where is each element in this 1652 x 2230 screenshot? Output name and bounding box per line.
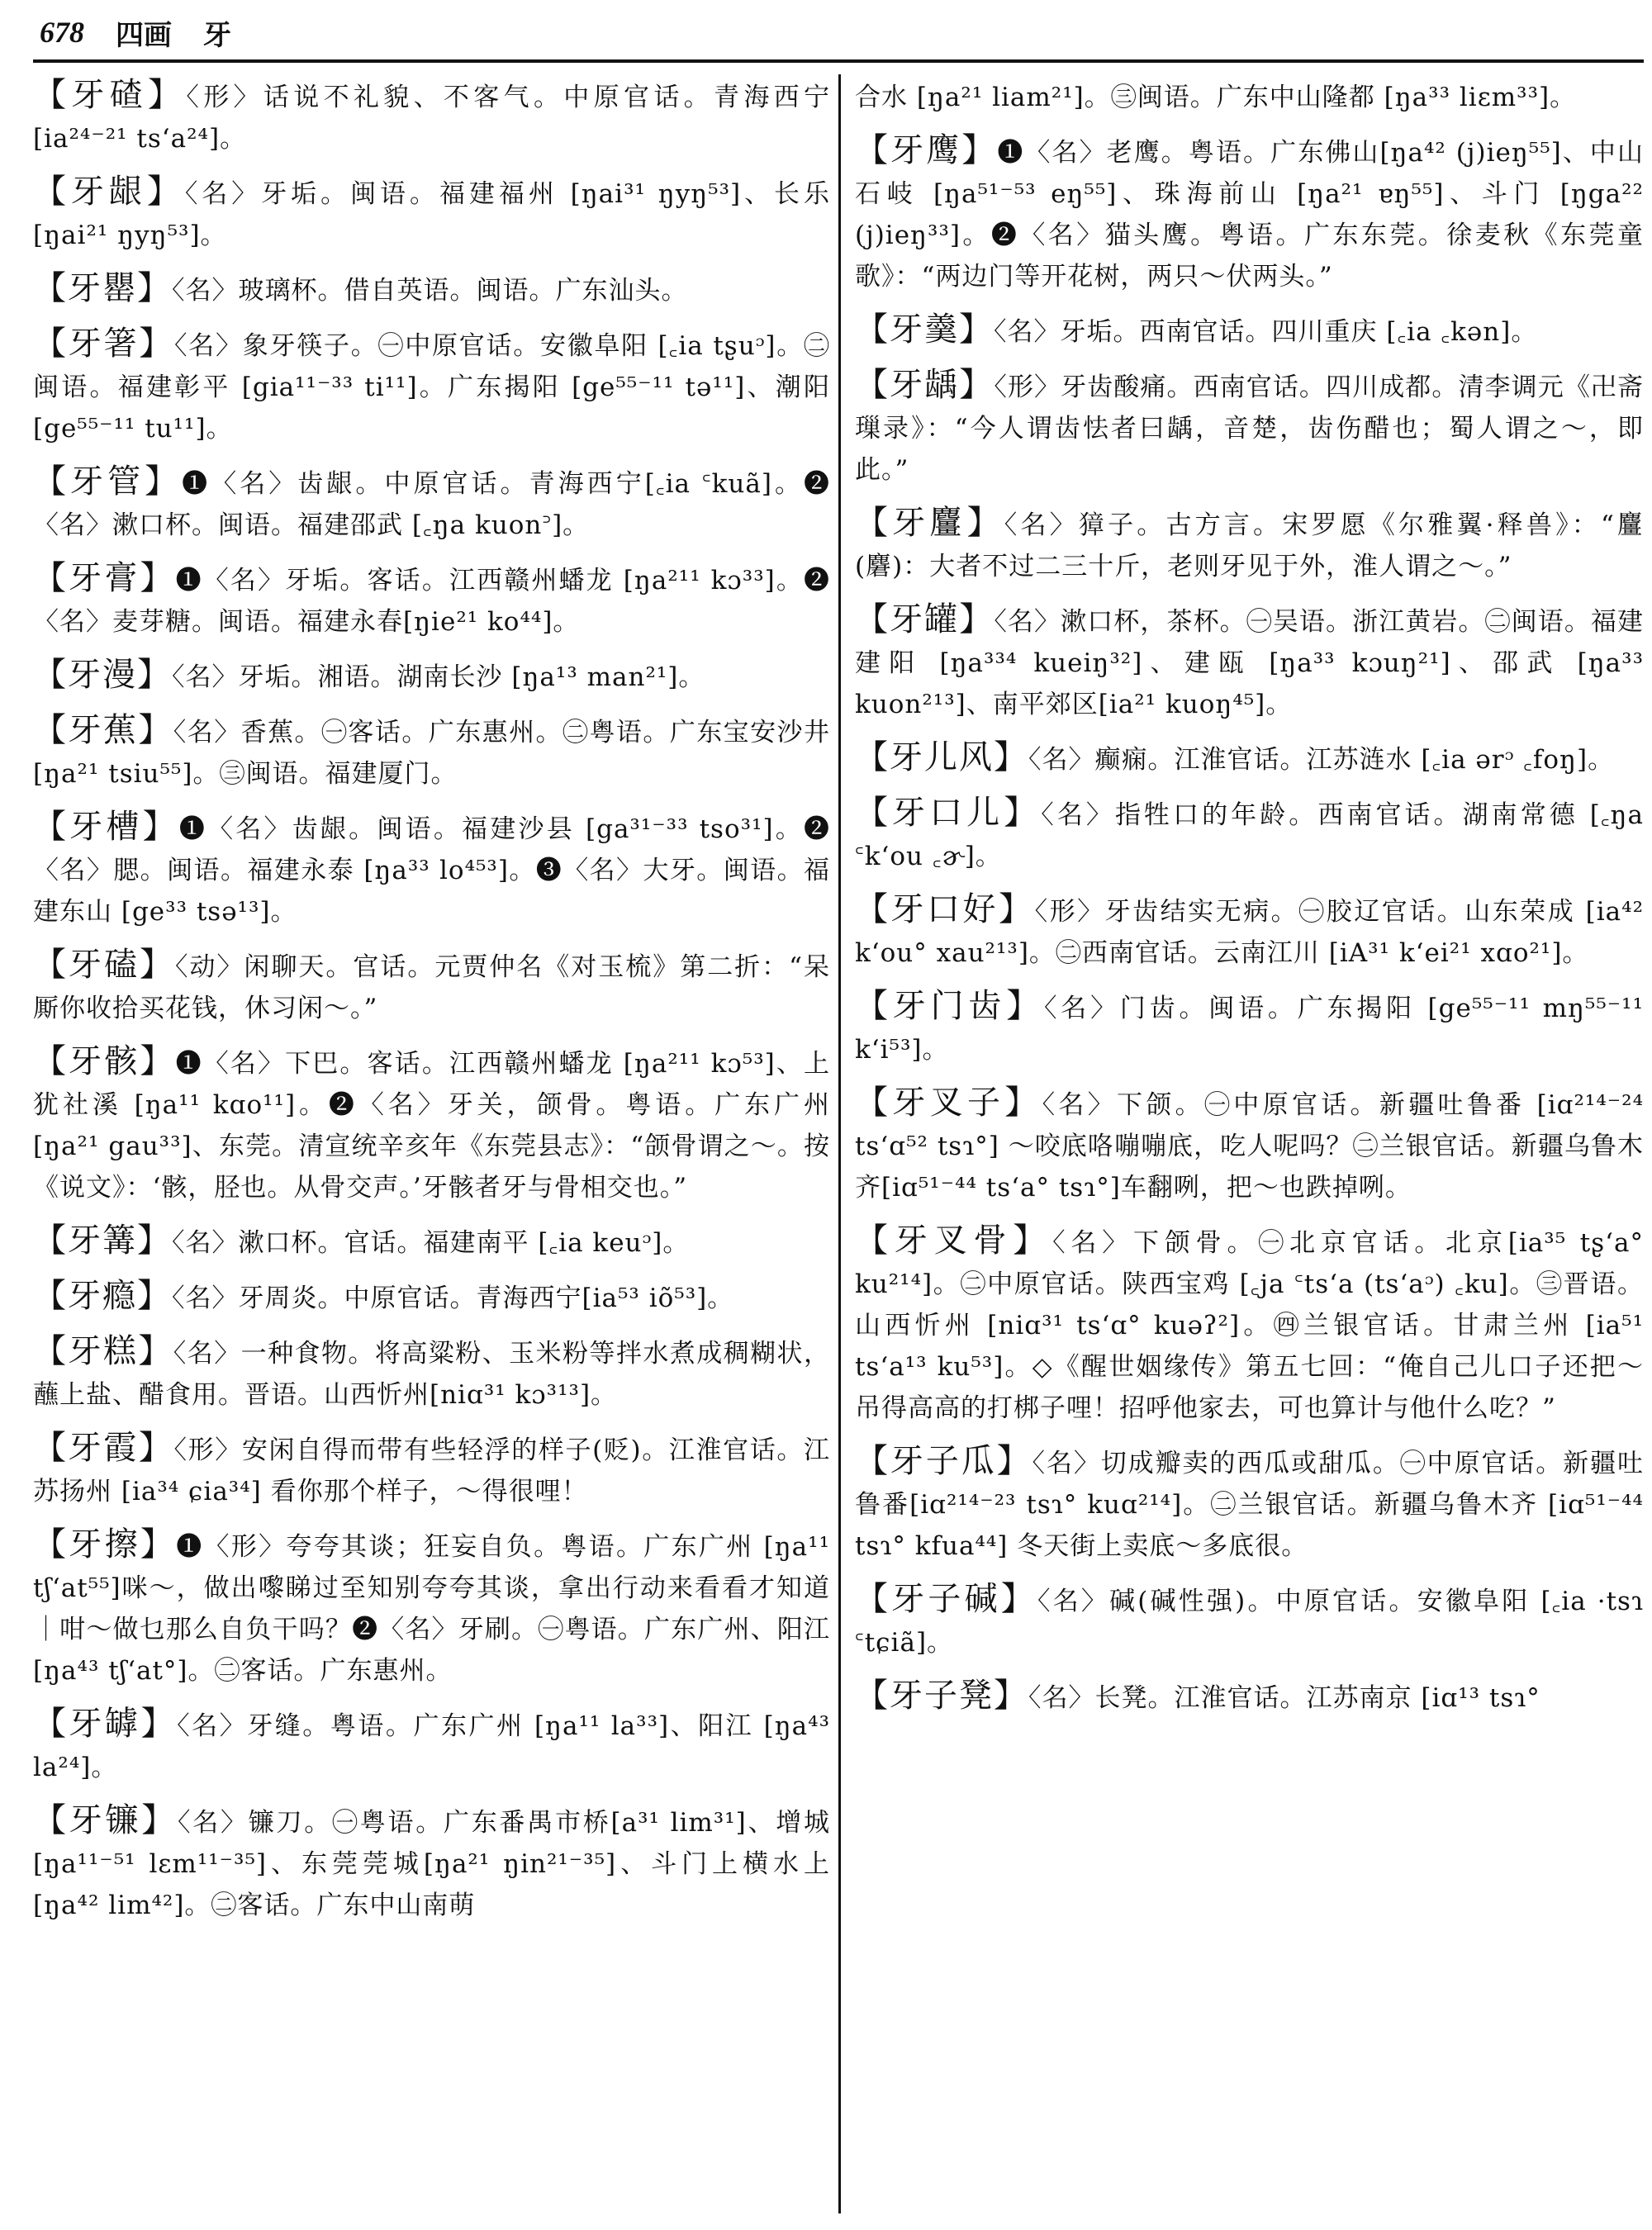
dictionary-entry — [855, 1675, 1644, 1719]
entry-headword: 【牙叉子】 — [855, 1084, 1042, 1122]
entry-headword: 【牙槽】 — [33, 808, 179, 846]
entry-headword: 【牙龋】 — [855, 366, 995, 404]
entry-headword: 【牙瘾】 — [33, 1277, 172, 1315]
entry-headword: 【牙子碱】 — [855, 1580, 1037, 1618]
header-char: 牙 — [203, 18, 231, 52]
entry-definition: ❶〈形〉夸夸其谈；狂妄自负。粤语。广东广州 [ŋa¹¹ tʃʻat⁵⁵]咪～，做出嚟睇过至知别夸夸其谈，拿出行动来看看才知道｜咁～做乜那么自负干吗？❷〈名〉牙刷。㊀粤语。广东广州、阳江[ŋa⁴³ tʃʻat°]。㊁客话。广东惠州。 — [33, 1532, 830, 1686]
entry-definition: 〈名〉长凳。江淮官话。江苏南京 [iɑ¹³ tsɿ° — [1028, 1683, 1540, 1713]
entry-headword: 【牙鹰】 — [855, 131, 998, 169]
left-column — [33, 74, 830, 2213]
dictionary-entry — [33, 1427, 830, 1512]
entry-definition: 合水 [ŋa²¹ liam²¹]。㊂闽语。广东中山隆都 [ŋa³³ liɛm³³]。 — [855, 83, 1577, 112]
dictionary-entry — [33, 268, 830, 311]
section-label: 四画 — [116, 18, 172, 52]
dictionary-entry — [33, 323, 830, 449]
dictionary-entry — [33, 1220, 830, 1264]
entry-headword: 【牙叉骨】 — [855, 1222, 1053, 1260]
dictionary-entry — [855, 985, 1644, 1070]
entry-headword: 【牙箸】 — [33, 325, 174, 363]
entry-definition: ❶〈名〉下巴。客话。江西赣州蟠龙 [ŋa²¹¹ kɔ⁵³]、上犹社溪 [ŋa¹¹ kɑo¹¹]。❷〈名〉牙关，颌骨。粤语。广东广州 [ŋa²¹ gau³³]、东莞。清宣统辛亥年《东莞县志》：“颌骨谓之～。按《说文》：‘骸，胫也。从骨交声。’牙骸者牙与骨相交也。” — [33, 1049, 830, 1203]
entry-definition: ❶〈名〉老鹰。粤语。广东佛山[ŋa⁴² (j)ieŋ⁵⁵]、中山石岐 [ŋa⁵¹⁻⁵³ eŋ⁵⁵]、珠海前山 [ŋa²¹ ɐŋ⁵⁵]、斗门 [ŋga²² (j)ieŋ³³]。❷〈名〉猫头鹰。粤语。广东东莞。徐麦秋《东莞童歌》：“两边门等开花树，两只～伏两头。” — [855, 138, 1644, 292]
entry-headword: 【牙磕】 — [33, 946, 175, 984]
entry-headword: 【牙门齿】 — [855, 987, 1044, 1025]
dictionary-entry — [33, 74, 830, 159]
entry-headword: 【牙膏】 — [33, 559, 176, 597]
entry-headword: 【牙口好】 — [855, 890, 1035, 928]
dictionary-entry — [33, 944, 830, 1029]
entry-headword: 【牙龈】 — [33, 173, 185, 211]
entry-definition: 〈形〉话说不礼貌、不客气。中原官话。青海西宁 [ia²⁴⁻²¹ tsʻa²⁴]。 — [33, 83, 830, 154]
entry-definition: 〈名〉癫痫。江淮官话。江苏涟水 [꜀ia ərᵓ ꜀foŋ]。 — [1028, 745, 1615, 775]
entry-headword: 【牙蕉】 — [33, 711, 173, 749]
entry-definition: 〈形〉安闲自得而带有些轻浮的样子(贬)。江淮官话。江苏扬州 [ia³⁴ ɕia³⁴] 看你那个样子，～得很哩！ — [33, 1435, 830, 1506]
dictionary-entry — [33, 1041, 830, 1208]
dictionary-entry — [855, 737, 1644, 780]
dictionary-entry — [33, 558, 830, 643]
entry-headword: 【牙漫】 — [33, 656, 172, 694]
page-header — [40, 12, 231, 53]
entry-definition: 〈名〉碱(碱性强)。中原官话。安徽阜阳 [꜀ia ·tsɿ ꜂tɕiã]。 — [855, 1587, 1644, 1658]
entry-headword: 【牙骸】 — [33, 1042, 176, 1080]
entry-headword: 【牙篝】 — [33, 1222, 172, 1260]
entry-headword: 【牙口儿】 — [855, 794, 1042, 832]
entry-headword: 【牙罌】 — [33, 269, 172, 307]
entry-headword: 【牙管】 — [33, 463, 183, 501]
entry-headword: 【牙镰】 — [33, 1801, 178, 1839]
entry-definition: 〈名〉牙垢。闽语。福建福州 [ŋai³¹ ŋyŋ⁵³]、长乐 [ŋai²¹ ŋyŋ⁵³]。 — [33, 179, 830, 250]
entry-headword: 【牙糕】 — [33, 1332, 173, 1370]
right-column — [855, 74, 1644, 2213]
entry-definition: 〈名〉指牲口的年龄。西南官话。湖南常德 [꜀ŋa ꜂kʻou ꜀ɚ]。 — [855, 800, 1644, 871]
entry-definition: ❶〈名〉齿龈。闽语。福建沙县 [ga³¹⁻³³ tso³¹]。❷〈名〉腮。闽语。福建永泰 [ŋa³³ lo⁴⁵³]。❸〈名〉大牙。闽语。福建东山 [ge³³ tsə¹³]。 — [33, 814, 830, 927]
entry-definition: 〈形〉牙齿酸痛。西南官话。四川成都。清李调元《卍斋璅录》：“今人谓齿怯者曰龋，音楚，齿伤醋也；蜀人谓之～，即此。” — [855, 372, 1644, 485]
entry-definition: 〈名〉牙垢。西南官话。四川重庆 [꜀ia ꜀kən]。 — [994, 317, 1538, 347]
entry-headword: 【牙罅】 — [33, 1705, 178, 1743]
dictionary-entry — [33, 806, 830, 932]
dictionary-entry — [33, 654, 830, 698]
entry-headword: 【牙麠】 — [855, 504, 1004, 542]
entry-headword: 【牙子瓜】 — [855, 1442, 1032, 1480]
column-divider — [838, 74, 841, 2213]
dictionary-entry — [33, 171, 830, 256]
dictionary-entry — [855, 74, 1644, 118]
entry-headword: 【牙子凳】 — [855, 1677, 1028, 1715]
entry-headword: 【牙碴】 — [33, 76, 187, 114]
entry-definition: 〈名〉玻璃杯。借自英语。闽语。广东汕头。 — [172, 276, 688, 306]
entry-definition: ❶〈名〉齿龈。中原官话。青海西宁[꜀ia ꜂kuã]。❷〈名〉漱口杯。闽语。福建邵武 [꜀ŋa kuon꜄]。 — [33, 469, 830, 540]
dictionary-entry — [855, 599, 1644, 725]
entry-definition: 〈名〉门齿。闽语。广东揭阳 [ge⁵⁵⁻¹¹ mŋ⁵⁵⁻¹¹ kʻi⁵³]。 — [855, 994, 1644, 1065]
dictionary-entry — [33, 1703, 830, 1788]
entry-headword: 【牙儿风】 — [855, 738, 1028, 776]
header-rule — [33, 59, 1644, 63]
entry-definition: 〈名〉獐子。古方言。宋罗愿《尔雅翼·释兽》：“麠(麏)：大者不过二三十斤，老则牙见于外，淮人谓之～。” — [855, 510, 1644, 581]
entry-headword: 【牙霞】 — [33, 1429, 174, 1467]
entry-definition: 〈名〉漱口杯。官话。福建南平 [꜀ia keuᵓ]。 — [172, 1228, 690, 1258]
dictionary-entry — [855, 1082, 1644, 1208]
entry-definition: 〈名〉镰刀。㊀粤语。广东番禺市桥[a³¹ lim³¹]、增城 [ŋa¹¹⁻⁵¹ lɛm¹¹⁻³⁵]、东莞莞城[ŋa²¹ ŋin²¹⁻³⁵]、斗门上横水上 [ŋa⁴² lim⁴²]。㊁客话。广东中山南萌 — [33, 1808, 830, 1920]
entry-definition: 〈名〉漱口杯，茶杯。㊀吴语。浙江黄岩。㊁闽语。福建建阳 [ŋa³³⁴ kueiŋ³²]、建瓯 [ŋa³³ kɔuŋ²¹]、邵武 [ŋa³³ kuon²¹³]、南平郊区[ia²¹ kuoŋ⁴⁵]。 — [855, 607, 1644, 719]
entry-definition: 〈名〉一种食物。将高粱粉、玉米粉等拌水煮成稠糊状，蘸上盐、醋食用。晋语。山西忻州[niɑ³¹ kɔ³¹³]。 — [33, 1339, 830, 1410]
entry-definition: 〈名〉下颌骨。㊀北京官话。北京[ia³⁵ tʂʻa° ku²¹⁴]。㊁中原官话。陕西宝鸡 [꜀ja ꜂tsʻa (tsʻaᵓ) ꜀ku]。㊂晋语。山西忻州 [niɑ³¹ tsʻɑ° kuəʔ²]。㊃兰银官话。甘肃兰州 [ia⁵¹ tsʻa¹³ ku⁵³]。◇《醒世姻缘传》第五七回：“俺自己儿口子还把～吊得高高的打梆子哩！招呼他家去，可也算计与他什么吃？” — [855, 1228, 1644, 1423]
entry-definition: 〈名〉切成瓣卖的西瓜或甜瓜。㊀中原官话。新疆吐鲁番[iɑ²¹⁴⁻²³ tsɿ° kuɑ²¹⁴]。㊁兰银官话。新疆乌鲁木齐 [iɑ⁵¹⁻⁴⁴ tsɿ° kfua⁴⁴] 冬天街上卖底～多底很。 — [855, 1449, 1644, 1561]
dictionary-entry — [855, 1578, 1644, 1663]
dictionary-entry — [855, 364, 1644, 491]
dictionary-entry — [855, 792, 1644, 877]
entry-definition: 〈名〉牙垢。湘语。湖南长沙 [ŋa¹³ man²¹]。 — [172, 662, 705, 692]
dictionary-entry — [33, 1524, 830, 1691]
dictionary-entry — [33, 1331, 830, 1416]
entry-headword: 【牙羹】 — [855, 311, 994, 349]
entry-definition: 〈名〉牙缝。粤语。广东广州 [ŋa¹¹ la³³]、阳江 [ŋa⁴³ la²⁴]。 — [33, 1711, 830, 1782]
entry-definition: ❶〈名〉牙垢。客话。江西赣州蟠龙 [ŋa²¹¹ kɔ³³]。❷〈名〉麦芽糖。闽语。福建永春[ŋie²¹ ko⁴⁴]。 — [33, 566, 830, 637]
entry-definition: 〈名〉象牙筷子。㊀中原官话。安徽阜阳 [꜀ia tʂuᵓ]。㊁闽语。福建彰平 [gia¹¹⁻³³ ti¹¹]。广东揭阳 [ge⁵⁵⁻¹¹ tə¹¹]、潮阳 [ge⁵⁵⁻¹¹ tu¹¹]。 — [33, 331, 830, 444]
dictionary-entry — [855, 309, 1644, 353]
dictionary-entry — [33, 1275, 830, 1319]
dictionary-entry — [33, 1800, 830, 1926]
dictionary-entry — [33, 461, 830, 546]
entry-definition: 〈名〉香蕉。㊀客话。广东惠州。㊁粤语。广东宝安沙井 [ŋa²¹ tsiu⁵⁵]。㊂闽语。福建厦门。 — [33, 718, 830, 789]
dictionary-entry — [855, 502, 1644, 587]
entry-definition: 〈名〉牙周炎。中原官话。青海西宁[ia⁵³ iõ⁵³]。 — [172, 1283, 734, 1313]
entry-definition: 〈形〉牙齿结实无病。㊀胶辽官话。山东荣成 [ia⁴² kʻou° xau²¹³]。㊁西南官话。云南江川 [iA³¹ kʻei²¹ xɑo²¹]。 — [855, 897, 1644, 968]
dictionary-entry — [855, 889, 1644, 974]
dictionary-entry — [855, 1220, 1644, 1429]
page-number: 678 — [40, 16, 84, 49]
entry-definition: 〈动〉闲聊天。官话。元贾仲名《对玉梳》第二折：“呆厮你收拾买花钱，休习闲～。” — [33, 952, 830, 1023]
entry-headword: 【牙罐】 — [855, 600, 995, 638]
dictionary-entry — [855, 1440, 1644, 1567]
dictionary-entry — [855, 130, 1644, 297]
entry-definition: 〈名〉下颌。㊀中原官话。新疆吐鲁番 [iɑ²¹⁴⁻²⁴ tsʻɑ⁵² tsɿ°] ～咬底咯嘣嘣底，吃人呢吗？㊁兰银官话。新疆乌鲁木齐[iɑ⁵¹⁻⁴⁴ tsʻa° tsɿ°]车翻咧，把～也跌掉咧。 — [855, 1090, 1644, 1203]
entry-headword: 【牙擦】 — [33, 1525, 177, 1563]
dictionary-entry — [33, 709, 830, 795]
